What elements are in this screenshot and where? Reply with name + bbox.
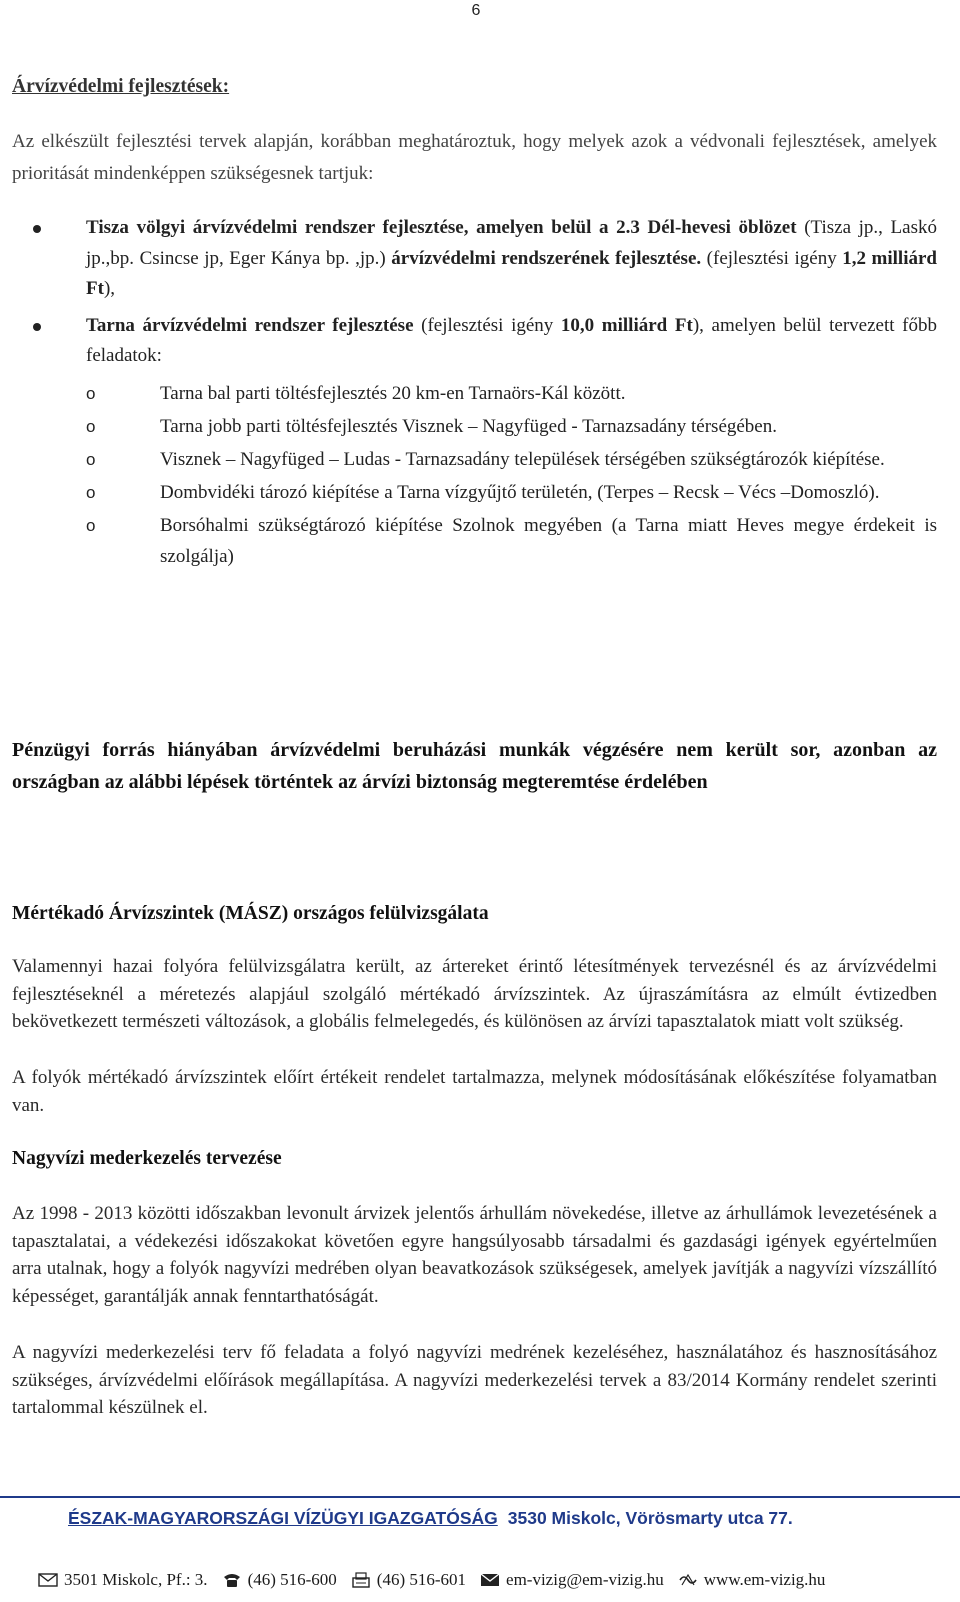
organization-name: ÉSZAK-MAGYARORSZÁGI VÍZÜGYI IGAZGATÓSÁG bbox=[68, 1508, 498, 1528]
sub-list-item bbox=[86, 378, 937, 409]
web-icon bbox=[678, 1572, 698, 1588]
circle-bullet-icon: o bbox=[86, 482, 96, 502]
circle-bullet-icon: o bbox=[86, 416, 96, 436]
contact-phone bbox=[222, 1570, 337, 1590]
email-icon bbox=[480, 1572, 500, 1588]
footer-organization bbox=[68, 1508, 793, 1529]
sub-list bbox=[86, 378, 937, 572]
bold-text: 1,2 milliárd Ft bbox=[86, 247, 937, 299]
contact-postal bbox=[38, 1570, 208, 1590]
masz-heading: Mértékadó Árvízszintek (MÁSZ) országos felülvizsgálata bbox=[12, 903, 489, 924]
circle-bullet-icon: o bbox=[86, 449, 96, 469]
website-link[interactable]: www.em-vizig.hu bbox=[703, 1570, 826, 1589]
phone-number: (46) 516-600 bbox=[247, 1570, 337, 1589]
bold-text: Tisza völgyi árvízvédelmi rendszer fejlesztése, amelyen belül a 2.3 Dél-hevesi öblözet bbox=[86, 217, 797, 238]
contact-email bbox=[480, 1570, 664, 1590]
bold-text: árvízvédelmi rendszerének fejlesztése. bbox=[391, 247, 702, 269]
bold-text: Tarna árvízvédelmi rendszer fejlesztése bbox=[86, 314, 414, 336]
sub-item-text: Dombvidéki tározó kiépítése a Tarna vízgyűjtő területén, (Terpes – Recsk – Vécs –Domoszló). bbox=[160, 481, 880, 503]
bold-text: 10,0 milliárd Ft bbox=[560, 314, 693, 336]
section-title: Árvízvédelmi fejlesztések: bbox=[12, 76, 230, 97]
intro-paragraph: Az elkészült fejlesztési tervek alapján, korábban meghatároztuk, hogy melyek azok a védvonali fejlesztések, amelyek prioritását mindenképpen szükségesnek tartjuk: bbox=[12, 131, 937, 184]
list-item bbox=[12, 311, 937, 372]
text: ), amelyen belül tervezett főbb feladatok: bbox=[86, 314, 937, 366]
text: (Tisza jp., Laskó jp.,bp. Csincse jp, Eger Kánya bp. ,jp.) bbox=[86, 217, 937, 269]
list-item bbox=[12, 213, 937, 305]
nagyvizi-paragraph-2: A nagyvízi mederkezelési terv fő feladata a folyó nagyvízi medrének kezeléséhez, használatához és hasznosításához szükséges, árvízvédelmi előírások megállapítása. A nagyvízi mederkezelési tervek a 83/2014 Kormány rendelet szerinti tartalommal készülnek el. bbox=[12, 1342, 937, 1418]
fax-icon bbox=[351, 1572, 371, 1588]
text: ), bbox=[103, 278, 116, 299]
text: (fejlesztési igény bbox=[701, 247, 843, 269]
sub-list-item bbox=[86, 411, 937, 442]
sub-item-text: Visznek – Nagyfüged – Ludas - Tarnazsadány települések térségében szükségtározók kiépítése. bbox=[160, 448, 885, 470]
masz-paragraph-2: A folyók mértékadó árvízszintek előírt értékeit rendelet tartalmazza, melynek módosításának előkészítése folyamatban van. bbox=[12, 1067, 937, 1116]
sub-item-text: Borsóhalmi szükségtározó kiépítése Szolnok megyében (a Tarna miatt Heves megye érdekeit is szolgálja) bbox=[160, 514, 937, 567]
email-address[interactable]: em-vizig@em-vizig.hu bbox=[506, 1570, 664, 1589]
contact-fax bbox=[351, 1570, 466, 1590]
fax-number: (46) 516-601 bbox=[376, 1570, 467, 1589]
footer-contacts bbox=[38, 1570, 825, 1590]
sub-item-text: Tarna bal parti töltésfejlesztés 20 km-en Tarnaörs-Kál között. bbox=[160, 382, 626, 404]
contact-web bbox=[678, 1570, 826, 1590]
circle-bullet-icon: o bbox=[86, 515, 96, 535]
postal-address: 3501 Miskolc, Pf.: 3. bbox=[64, 1570, 208, 1589]
bullet-list bbox=[12, 213, 937, 574]
bullet-icon bbox=[33, 225, 41, 233]
nagyvizi-heading: Nagyvízi mederkezelés tervezése bbox=[12, 1148, 282, 1169]
sub-list-item bbox=[86, 444, 937, 475]
bullet-icon bbox=[33, 323, 41, 331]
organization-address: 3530 Miskolc, Vörösmarty utca 77. bbox=[507, 1508, 793, 1528]
page-number: 6 bbox=[471, 2, 481, 19]
sub-item-text: Tarna jobb parti töltésfejlesztés Visznek – Nagyfüged - Tarnazsadány térségében. bbox=[160, 415, 777, 437]
masz-paragraph-1: Valamennyi hazai folyóra felülvizsgálatra került, az ártereket érintő létesítmények tervezésnél és az árvízvédelmi fejlesztéseknél a méretezés alapjául szolgáló mértékadó árvízszintek. Az újraszámításra az elmúlt évtizedben bekövetkezett természeti változások, a globális felmelegedés, és különösen az árvízi tapasztalatok miatt volt szükség. bbox=[12, 956, 937, 1032]
envelope-icon bbox=[38, 1572, 58, 1588]
funding-statement: Pénzügyi forrás hiányában árvízvédelmi beruházási munkák végzésére nem került sor, azonban az országban az alábbi lépések történtek az árvízi biztonság megteremtése érdelében bbox=[12, 739, 937, 793]
text: (fejlesztési igény bbox=[413, 314, 561, 336]
sub-list-item bbox=[86, 477, 937, 508]
footer-divider bbox=[0, 1496, 960, 1498]
sub-list-item bbox=[86, 510, 937, 572]
nagyvizi-paragraph-1: Az 1998 - 2013 közötti időszakban levonult árvizek jelentős árhullám növekedése, illetve az árhullámok levezetésének a tapasztalatai, a védekezési időszakokat követően egyre hangsúlyosabb társadalmi és gazdasági igények egyértelműen arra utalnak, hogy a folyók nagyvízi medrében olyan beavatkozások szükségesek, amelyek javítják a nagyvízi vízszállító képességet, garantálják annak fenntarthatóságát. bbox=[12, 1203, 937, 1307]
phone-icon bbox=[222, 1572, 242, 1588]
circle-bullet-icon: o bbox=[86, 383, 96, 403]
